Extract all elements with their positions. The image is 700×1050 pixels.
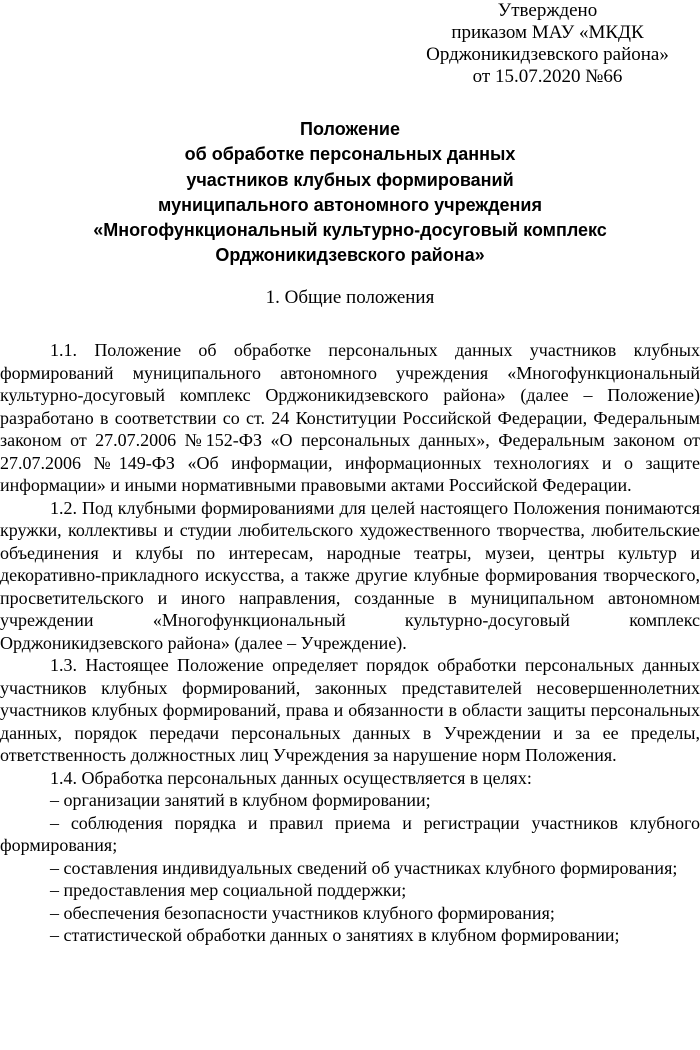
- title-line: Орджоникидзевского района»: [215, 245, 485, 266]
- purpose-item: – организации занятий в клубном формировании;: [50, 790, 431, 810]
- paragraph-1-4: 1.4. Обработка персональных данных осуществляется в целях:: [50, 767, 532, 788]
- approval-stamp: [400, 0, 695, 88]
- title-line: участников клубных формирований: [186, 169, 514, 190]
- title-line: Положение: [300, 119, 400, 139]
- document-title: [20, 117, 680, 269]
- title-line: муниципального автономного учреждения: [157, 194, 542, 215]
- paragraph-1-3: 1.3. Настоящее Положение определяет порядок обработки персональных данных участников клубных формирований, законных представителей несовершеннолетних участников клубных формирований, права и обязанности в области защиты персональных данных, порядок передачи персональных данных в Учреждении и за ее пределы, ответственность должностных лиц Учреждения за нарушение норм Положения.: [0, 655, 700, 765]
- section-heading: 1. Общие положения: [265, 287, 435, 308]
- paragraph-1-1: 1.1. Положение об обработке персональных данных участников клубных формирований муниципального автономного учреждения «Многофункциональный культурно-досуговый комплекс Орджоникидзевского района» (далее – Положение) разработано в соответствии со ст. 24 Конституции Российской Федерации, Федеральным законом от 27.07.2006 №152-ФЗ «О персональных данных», Федеральным законом от 27.07.2006 №149-ФЗ «Об информации, информационных технологиях и о защите информации» и иными нормативными правовыми актами Российской Федерации.: [0, 340, 700, 495]
- purpose-item: – обеспечения безопасности участников клубного формирования;: [50, 902, 555, 923]
- purpose-item: – предоставления мер социальной поддержки;: [50, 880, 407, 900]
- approval-date: от 15.07.2020 №66: [472, 66, 623, 87]
- title-line: об обработке персональных данных: [184, 144, 516, 165]
- approval-line: Орджоникидзевского района»: [426, 44, 669, 65]
- approval-line: приказом МАУ «МКДК: [451, 22, 644, 43]
- title-line: «Многофункциональный культурно-досуговый комплекс: [93, 220, 607, 241]
- section-body: [0, 339, 700, 947]
- purpose-item: – составления индивидуальных сведений об участниках клубного формирования;: [50, 857, 678, 878]
- purpose-item: – соблюдения порядка и правил приема и регистрации участников клубного формирования;: [0, 812, 700, 855]
- purpose-item: – статистической обработки данных о занятиях в клубном формировании;: [50, 925, 620, 945]
- paragraph-1-2: 1.2. Под клубными формированиями для целей настоящего Положения понимаются кружки, коллективы и студии любительского художественного творчества, любительские объединения и клубы по интересам, народные театры, музеи, центры культур и декоративно-прикладного искусства, а также другие клубные формирования творческого, просветительского и иного направления, созданные в муниципальном автономном учреждении «Многофункциональный культурно-досуговый комплекс Орджоникидзевского района» (далее – Учреждение).: [0, 497, 700, 653]
- approval-line: Утверждено: [497, 0, 598, 21]
